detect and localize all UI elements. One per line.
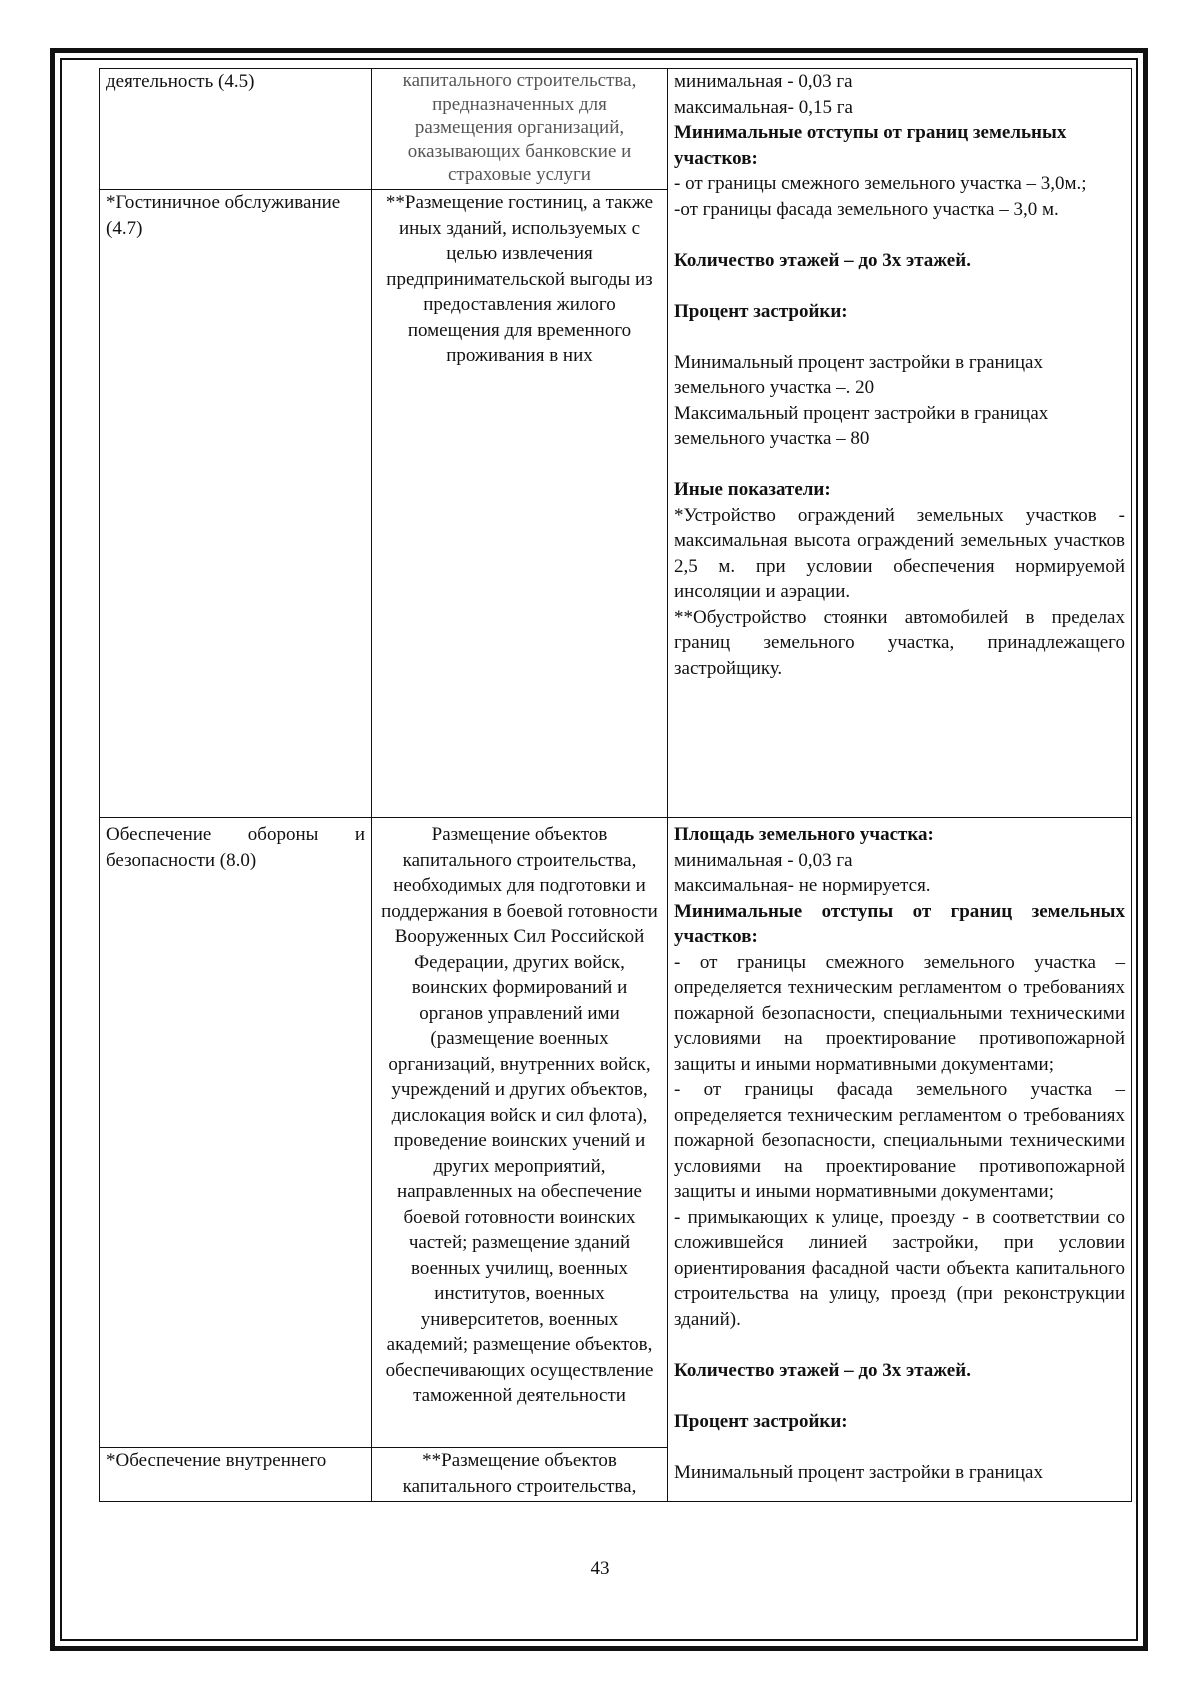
area-heading: Площадь земельного участка:	[674, 824, 934, 845]
coverage-min: Минимальный процент застройки в границах земельного участка –. 20	[674, 351, 1043, 398]
setback-facade: - от границы фасада земельного участка – определяется техническим регламентом о требованиях пожарной безопасности, специальными техническими условиями на проектирование противопожарной защиты и иными нормативными документами;	[674, 1079, 1125, 1202]
use-type-name: деятельность (4.5)	[106, 71, 255, 92]
area-min: минимальная - 0,03 га	[674, 849, 853, 871]
spacer	[674, 1332, 1125, 1358]
use-type-cell	[100, 69, 372, 190]
use-type-cell	[100, 818, 372, 1448]
use-description: **Размещение объектов капитального строительства,	[402, 1450, 637, 1497]
setback-facade: -от границы фасада земельного участка – 3,0 м.	[674, 198, 1059, 220]
other-heading: Иные показатели:	[674, 479, 831, 500]
zoning-table	[99, 68, 1132, 1502]
parking-rule: **Обустройство стоянки автомобилей в пределах границ земельного участка, принадлежащего застройщику.	[674, 606, 1125, 679]
description-line: размещения организаций,	[414, 117, 625, 138]
spacer	[674, 452, 1125, 478]
table-row	[100, 69, 1132, 190]
description-line: капитального строительства,	[402, 70, 637, 91]
area-min: минимальная - 0,03 га	[674, 71, 853, 92]
spacer	[674, 324, 1125, 350]
use-description-cell	[372, 190, 668, 818]
description-line: предназначенных для	[432, 93, 607, 115]
spacer	[674, 222, 1125, 248]
description-line: оказывающих банковские и	[407, 140, 632, 162]
spacer	[674, 1383, 1125, 1409]
coverage-max: Максимальный процент застройки в границах земельного участка – 80	[674, 402, 1049, 449]
page-number: 43	[590, 1558, 610, 1579]
description-line: страховые услуги	[448, 164, 591, 185]
setbacks-heading: Минимальные отступы от границ земельных участков:	[674, 900, 1125, 947]
parameters-cell	[668, 818, 1132, 1502]
use-description-cell	[372, 818, 668, 1448]
area-max: максимальная- 0,15 га	[674, 96, 853, 118]
use-type-name: *Гостиничное обслуживание (4.7)	[106, 192, 341, 239]
use-type-cell	[100, 1448, 372, 1502]
spacer	[674, 273, 1125, 299]
parameters-cell	[668, 69, 1132, 818]
area-max: максимальная- не нормируется.	[674, 875, 931, 896]
floors-limit: Количество этажей – до 3х этажей.	[674, 1359, 971, 1381]
use-description: **Размещение гостиниц, а также иных зданий, используемых с целью извлечения предпринимательской выгоды из предоставления жилого помещения для временного проживания в них	[385, 192, 654, 366]
setback-adjacent: - от границы смежного земельного участка – определяется техническим регламентом о требованиях пожарной безопасности, специальными техническими условиями на проектирование противопожарной защиты и иными нормативными документами;	[674, 951, 1125, 1075]
coverage-heading: Процент застройки:	[674, 300, 848, 322]
coverage-min: Минимальный процент застройки в границах	[674, 1461, 1043, 1483]
use-type-name: Обеспечение обороны и безопасности (8.0)	[106, 824, 365, 871]
use-type-cell	[100, 190, 372, 818]
setbacks-heading: Минимальные отступы от границ земельных участков:	[674, 122, 1067, 169]
setback-adjacent: - от границы смежного земельного участка – 3,0м.;	[674, 173, 1087, 194]
setback-street: - примыкающих к улице, проезду - в соответствии со сложившейся линией застройки, при условии ориентирования фасадной части объекта капитального строительства на улицу, проезд (при реконструкции зданий).	[674, 1206, 1125, 1330]
coverage-heading: Процент застройки:	[674, 1410, 848, 1432]
use-type-name: *Обеспечение внутреннего	[106, 1450, 327, 1471]
spacer	[674, 1434, 1125, 1460]
table-row	[100, 818, 1132, 1448]
floors-limit: Количество этажей – до 3х этажей.	[674, 249, 971, 271]
use-description: Размещение объектов капитального строительства, необходимых для подготовки и поддержания в боевой готовности Вооруженных Сил Российской Федерации, других войск, воинских формирований и органов управлений ими (размещение военных организаций, внутренних войск, учреждений и других объектов, дислокация войск и сил флота), проведение воинских учений и других мероприятий, направленных на обеспечение боевой готовности воинских частей; размещение зданий военных училищ, военных институтов, военных университетов, военных академий; размещение объектов, обеспечивающих осуществление таможенной деятельности	[381, 824, 658, 1406]
fence-rule: *Устройство ограждений земельных участков - максимальная высота ограждений земельных участков 2,5 м. при условии обеспечения нормируемой инсоляции и аэрации.	[674, 504, 1125, 602]
use-description-cell	[372, 69, 668, 190]
use-description-cell	[372, 1448, 668, 1502]
